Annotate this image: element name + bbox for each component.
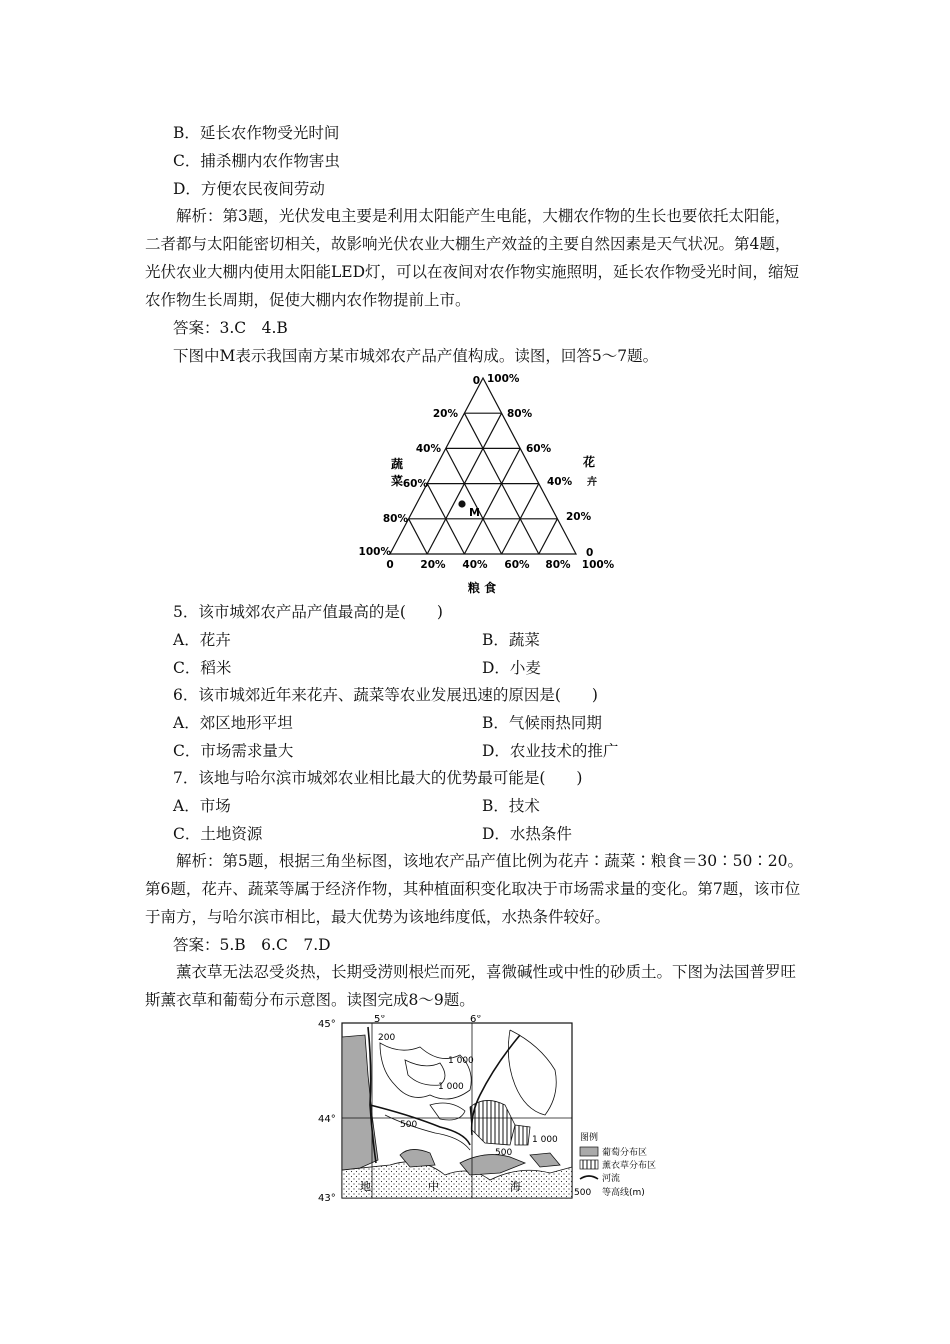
bottom-tick: 20% xyxy=(420,559,446,571)
right-axis-name: 花 xyxy=(583,455,596,469)
left-tick: 100% xyxy=(358,546,391,558)
q6-option-b: B．气候雨热同期 xyxy=(482,714,602,732)
q4-option-b: B．延长农作物受光时间 xyxy=(173,124,340,142)
right-tick: 0 xyxy=(586,547,594,559)
q5-option-d: D．小麦 xyxy=(482,659,541,677)
bottom-tick: 60% xyxy=(504,559,530,571)
legend-title: 图例 xyxy=(580,1133,599,1143)
right-tick: 100% xyxy=(487,373,520,385)
q5-option-a: A．花卉 xyxy=(173,631,231,649)
q6-option-a: A．郊区地形平坦 xyxy=(173,714,293,732)
contour-label: 1 000 xyxy=(438,1082,464,1092)
legend-contour: 等高线(m) xyxy=(602,1188,645,1198)
left-tick: 20% xyxy=(432,408,458,420)
right-tick: 80% xyxy=(507,408,533,420)
left-tick: 40% xyxy=(415,443,441,455)
ternary-diagram xyxy=(355,368,625,600)
q7-option-d: D．水热条件 xyxy=(482,825,572,843)
right-tick: 20% xyxy=(566,511,592,523)
provence-map xyxy=(310,1015,690,1205)
contour-label: 200 xyxy=(378,1033,396,1043)
map-legend xyxy=(574,1131,656,1198)
analysis-5-7: 解析：第5题，根据三角坐标图，该地农产品产值比例为花卉∶蔬菜∶粮食＝30∶50∶20。第6题，花卉、蔬菜等属于经济作物，其种植面积变化取决于市场需求量的变化。第7题，该市位于南方，与哈尔滨市相比，最大优势为该地纬度低，水热条件较好。 xyxy=(145,852,804,926)
analysis-3-4: 解析：第3题，光伏发电主要是利用太阳能产生电能，大棚农作物的生长也要依托太阳能，二者都与太阳能密切相关，故影响光伏农业大棚生产效益的主要自然因素是天气状况。第4题，光伏农业大棚内使用太阳能LED灯，可以在夜间对农作物实施照明，延长农作物受光时间，缩短农作物生长周期，促使大棚内农作物提前上市。 xyxy=(145,207,800,309)
sea-label: 海 xyxy=(510,1180,521,1193)
sea-label: 地 xyxy=(360,1180,371,1193)
answer-3-4: 答案：3.C 4.B xyxy=(173,319,288,337)
q7-option-b: B．技术 xyxy=(482,797,540,815)
q4-option-c: C．捕杀棚内农作物害虫 xyxy=(173,152,340,170)
lon-label: 5° xyxy=(374,1015,386,1025)
sea-label: 中 xyxy=(428,1180,439,1193)
q6-stem: 6．该市城郊近年来花卉、蔬菜等农业发展迅速的原因是( ) xyxy=(173,686,598,704)
legend-contour-value: 500 xyxy=(574,1188,592,1198)
lat-label: 43° xyxy=(318,1193,336,1204)
point-m-label: M xyxy=(469,506,480,519)
contour-label: 1 000 xyxy=(448,1056,474,1066)
legend-river: 河流 xyxy=(602,1174,621,1184)
left-tick: 60% xyxy=(402,478,428,490)
lat-label: 45° xyxy=(318,1019,336,1030)
q5-option-b: B．蔬菜 xyxy=(482,631,540,649)
contour-label: 1 000 xyxy=(532,1135,558,1145)
q6-option-c: C．市场需求量大 xyxy=(173,742,294,760)
legend-grape: 葡萄分布区 xyxy=(602,1148,648,1158)
left-tick: 80% xyxy=(382,513,408,525)
bottom-tick: 80% xyxy=(545,559,571,571)
bottom-tick: 100% xyxy=(581,559,615,571)
right-tick: 40% xyxy=(547,476,573,488)
q7-option-a: A．市场 xyxy=(173,797,231,815)
left-axis-name: 蔬 xyxy=(391,457,404,471)
contour-label: 500 xyxy=(400,1120,418,1130)
intro-5-7: 下图中M表示我国南方某市城郊农产品产值构成。读图，回答5～7题。 xyxy=(173,347,659,365)
bottom-tick: 40% xyxy=(462,559,488,571)
intro-8-9: 薰衣草无法忍受炎热，长期受涝则根烂而死，喜微碱性或中性的砂质土。下图为法国普罗旺斯薰衣草和葡萄分布示意图。读图完成8～9题。 xyxy=(145,963,797,1009)
contour-label: 500 xyxy=(495,1148,513,1158)
bottom-tick: 0 xyxy=(386,559,394,571)
q5-stem: 5．该市城郊农产品产值最高的是( ) xyxy=(173,603,443,621)
lat-label: 44° xyxy=(318,1114,336,1125)
bottom-axis-name: 粮 食 xyxy=(467,581,497,595)
legend-lavender: 薰衣草分布区 xyxy=(602,1161,657,1171)
q6-option-d: D．农业技术的推广 xyxy=(482,742,619,760)
q4-option-d: D．方便农民夜间劳动 xyxy=(173,180,325,198)
answer-5-7: 答案：5.B 6.C 7.D xyxy=(173,936,331,954)
lon-label: 6° xyxy=(470,1015,482,1025)
right-axis-name: 卉 xyxy=(587,477,597,488)
q7-option-c: C．土地资源 xyxy=(173,825,263,843)
point-m-marker xyxy=(458,500,465,507)
left-axis-name: 菜 xyxy=(391,474,404,488)
q7-stem: 7．该地与哈尔滨市城郊农业相比最大的优势最可能是( ) xyxy=(173,769,583,787)
right-tick: 60% xyxy=(526,443,552,455)
left-tick: 0 xyxy=(472,375,480,387)
q5-option-c: C．稻米 xyxy=(173,659,232,677)
